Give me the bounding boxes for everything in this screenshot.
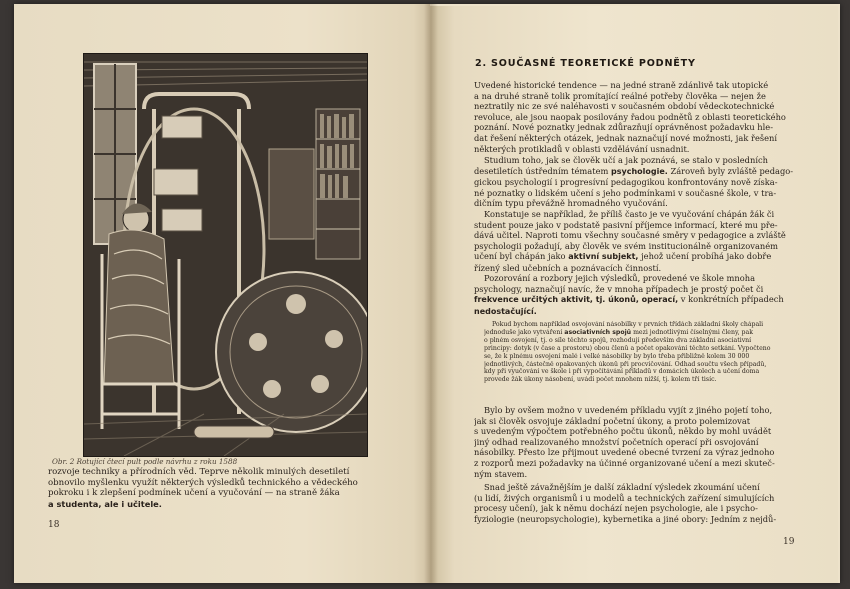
- text-line: ným stavem.: [474, 468, 528, 479]
- text-line: jak si člověk osvojuje základní početní úkony, a proto polemizovat: [474, 415, 751, 426]
- text-line: psychology, naznačují navíc, že v mnoha případech je prostý počet či: [474, 283, 764, 294]
- text-line: násobilky. Přesto lze přijmout uvedené obecné tvrzení za výraz jednoho: [474, 447, 775, 458]
- text-line: některých protikladů v oblasti vzdělávání usnadnit.: [474, 143, 690, 154]
- text-line: Uvedené historické tendence — na jedné straně zdánlivě tak utopické: [474, 80, 769, 90]
- text-line: z rozporů mezi požadavky na účinné organizované učení a mezi skuteč-: [474, 457, 775, 468]
- paragraph-2: [474, 155, 794, 209]
- bold-term: aktivní subjekt,: [568, 252, 639, 262]
- text-line: [484, 329, 794, 337]
- text-span: učení byl chápán jako: [474, 251, 566, 262]
- engraving-drawing: [84, 54, 367, 456]
- text-line: a na druhé straně tolik promítající reálné potřeby člověka — nejen že: [474, 90, 766, 101]
- text-line: neztratily nic ze své naléhavosti v současném období vědeckotechnické: [474, 101, 775, 112]
- bold-term: nedostačující.: [474, 306, 537, 316]
- text-line: fyziologie (neuropsychologie), kybernetika a jiné obory: Jedním z nejdů-: [474, 513, 777, 524]
- paragraph-3: [474, 209, 794, 274]
- text-line: o plném osvojení, tj. o síle těchto spojů, rozhodují především dva základní asociativní: [484, 336, 752, 344]
- text-line: Pokud bychom například osvojování násobilky v prvních třídách základní školy chápali: [492, 321, 764, 328]
- text-line: řízený sled učebních a poznávacích činností.: [474, 262, 662, 273]
- page-number-left: 18: [48, 520, 60, 530]
- text-line: procesy učení), jak k němu dochází nejen psychologie, ale i psycho-: [474, 503, 758, 514]
- text-line: Konstatuje se například, že příliš často je ve vyučování chápán žák či: [484, 209, 775, 219]
- text-line: Pozorování a rozbory jejich výsledků, provedené ve škole mnoha: [484, 273, 756, 283]
- text-line: student pouze jako v podstatě pasivní příjemce informací, které mu pře-: [474, 219, 778, 230]
- text-span: jehož učení probíhá jako dobře: [641, 251, 772, 262]
- text-line: né poznatky o lidském učení s jeho podmínkami v současné škole, v tra-: [474, 187, 777, 198]
- figure-caption: Obr. 2 Rotující čtecí pult podle návrhu z roku 1588: [52, 457, 238, 466]
- text-span: desetiletích ústředním tématem: [474, 165, 609, 176]
- text-line: obnovilo myšlenku využít některých výsledků technického a vědeckého: [48, 477, 358, 488]
- text-line: rozvoje techniky a přírodních věd. Teprve několik minulých desetiletí: [48, 467, 350, 477]
- paragraph-4: [474, 273, 794, 317]
- text-line: (u lidí, živých organismů i u modelů a technických zařízení simulujících: [474, 492, 775, 503]
- small-print-example: [484, 321, 794, 384]
- text-line: psychologii požadují, aby člověk ve svém institucionálně organizovaném: [474, 240, 779, 251]
- text-line: Bylo by ovšem možno v uvedeném příkladu vyjít z jiného pojetí toho,: [484, 405, 773, 415]
- text-span: mezi jednotlivými číselnými členy, pak: [633, 328, 753, 336]
- text-span: jednoduše jako vytváření: [484, 328, 563, 336]
- text-line: s uvedeným výpočtem potřebného počtu úkonů, někdo by mohl uvádět: [474, 426, 772, 437]
- text-line: jiný odhad realizovaného množství početních operací při osvojování: [474, 436, 759, 447]
- text-line: gickou psychologií i progresívní pedagogikou konfrontovány nově získa-: [474, 177, 778, 188]
- text-line: principy: dotyk (v čase a prostoru) obou členů a počet opakování těchto setkání. Vypočteno: [484, 344, 771, 352]
- text-line: dičním typu převážně hromadného vyučování.: [474, 198, 668, 209]
- text-line: provede žák úkony násobení, uvádí počet mnohem nižší, tj. kolem tří tisíc.: [484, 376, 717, 384]
- section-heading: 2. SOUČASNÉ TEORETICKÉ PODNĚTY: [475, 58, 696, 69]
- text-line: jednotlivých, částečně opakovaných úkonů při procvičování. Odhad součtu všech případů,: [484, 360, 767, 368]
- text-line: pokroku i k zlepšení podmínek učení a vyučování — na straně žáka: [48, 488, 340, 499]
- bold-term: psychologie.: [611, 166, 668, 176]
- text-line: dává učitel. Naproti tomu všechny současné směry v pedagogice a zvláště: [474, 230, 786, 241]
- text-line: [474, 294, 794, 306]
- paragraph-6: [474, 482, 794, 524]
- bold-term: frekvence určitých aktivit, tj. úkonů, operací,: [474, 295, 679, 305]
- paragraph-5: [474, 405, 794, 479]
- text-line: dat řešení některých otázek, jednak naznačují nové možnosti, jak řešení: [474, 132, 778, 143]
- text-span: v konkrétních případech: [680, 294, 784, 305]
- text-line: poznání. Nové poznatky jednak zdůrazňují oprávněnost požadavku hle-: [474, 122, 774, 133]
- left-page-text: [48, 467, 378, 509]
- text-line: se, že k plnému osvojení malé i velké násobilky by bylo třeba přibližně kolem 30 000: [484, 352, 750, 360]
- book-gutter: [424, 4, 438, 583]
- text-line-bold: a studenta, ale i učitele.: [48, 498, 162, 509]
- text-line: [474, 251, 794, 263]
- page-number-right: 19: [783, 537, 795, 547]
- text-line: [474, 306, 794, 318]
- paragraph-1: [474, 80, 794, 154]
- text-line: Studium toho, jak se člověk učí a jak poznává, se stalo v posledních: [484, 155, 768, 165]
- text-line: [474, 166, 794, 178]
- text-line: revoluce, ale jsou naopak posilovány řadou podnětů z oblasti teoretického: [474, 111, 786, 122]
- text-span: Zároveň byly zvláště pedago-: [670, 165, 794, 176]
- bold-term: asociativních spojů: [564, 328, 632, 336]
- illustration-reading-wheel: [83, 53, 368, 457]
- text-line: kdy při vyučování ve škole i při vypočítávání příkladů v domácích úkolech a učení doma: [484, 368, 760, 376]
- text-line: Snad ještě závažnějším je další základní výsledek zkoumání učení: [484, 482, 760, 492]
